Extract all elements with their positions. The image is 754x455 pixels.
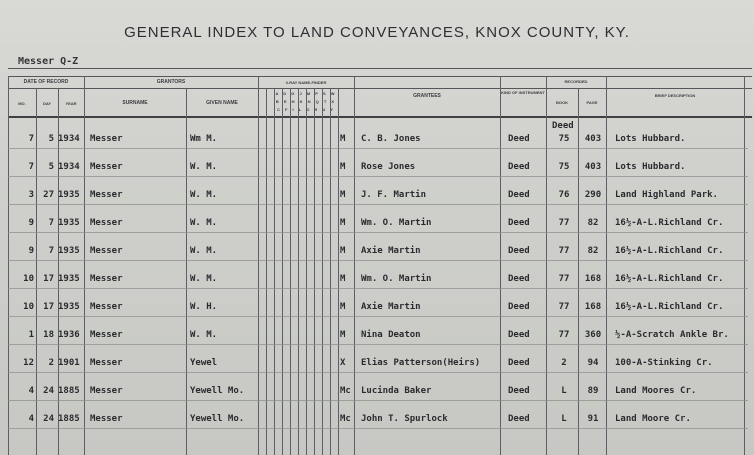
year-cell: 1885 <box>58 386 80 396</box>
description-cell: Land Moore Cr. <box>615 414 691 424</box>
name-finder-mark: Mc <box>340 386 351 396</box>
book-cell: 77 <box>558 302 570 312</box>
row-divider <box>8 204 748 205</box>
month-cell: 3 <box>28 190 34 200</box>
name-finder-mark: M <box>340 302 346 312</box>
instrument-cell: Deed <box>508 414 530 424</box>
page-cell: 82 <box>587 246 599 256</box>
instrument-cell: Deed <box>508 386 530 396</box>
col-line <box>606 76 607 455</box>
grantee-cell: Wm. O. Martin <box>361 274 432 284</box>
name-finder-mark: M <box>340 134 346 144</box>
row-divider <box>8 428 748 429</box>
surname-header: SURNAME <box>122 100 148 106</box>
description-cell: Land Highland Park. <box>615 190 718 200</box>
description-cell: Lots Hubbard. <box>615 162 686 172</box>
header-rule-3 <box>8 88 752 89</box>
grantee-cell: J. F. Martin <box>361 190 427 200</box>
col-line <box>258 76 259 455</box>
year-cell: 1934 <box>58 162 80 172</box>
day-cell: 17 <box>43 302 54 312</box>
page-cell: 168 <box>584 274 602 284</box>
given-name-cell: Yewell Mo. <box>190 386 245 396</box>
header-top-rule <box>8 68 752 69</box>
row-divider <box>8 232 748 233</box>
year-header: YEAR <box>65 101 77 106</box>
given-name-cell: W. M. <box>190 218 218 228</box>
grantee-cell: Axie Martin <box>361 302 421 312</box>
given-name-cell: W. M. <box>190 190 218 200</box>
day-cell: 18 <box>43 330 54 340</box>
given-name-cell: Yewell Mo. <box>190 414 245 424</box>
book-cell: 2 <box>561 358 567 368</box>
year-cell: 1935 <box>58 190 80 200</box>
row-divider <box>8 372 748 373</box>
month-cell: 10 <box>23 274 34 284</box>
page-title: GENERAL INDEX TO LAND CONVEYANCES, KNOX COUNTY, KY. <box>124 24 630 41</box>
grantee-cell: Nina Deaton <box>361 330 421 340</box>
name-finder-mark: X <box>340 358 346 368</box>
day-cell: 17 <box>43 274 54 284</box>
description-cell: 16½-A-L.Richland Cr. <box>615 274 724 284</box>
given-name-cell: W. H. <box>190 302 218 312</box>
day-cell: 5 <box>48 134 54 144</box>
grantees-header: GRANTEES <box>413 93 441 99</box>
description-cell: Lots Hubbard. <box>615 134 686 144</box>
page-cell: 94 <box>587 358 599 368</box>
name-finder-mark: M <box>340 190 346 200</box>
instrument-cell: Deed <box>508 358 530 368</box>
month-cell: 7 <box>28 162 34 172</box>
row-divider <box>8 316 748 317</box>
day-cell: 7 <box>48 246 54 256</box>
name-finder-mark: M <box>340 330 346 340</box>
grantee-cell: John T. Spurlock <box>361 414 448 424</box>
row-divider <box>8 288 748 289</box>
year-cell: 1934 <box>58 134 80 144</box>
instrument-cell: Deed <box>508 218 530 228</box>
description-cell: ½-A-Scratch Ankle Br. <box>615 330 729 340</box>
month-cell: 10 <box>23 302 34 312</box>
surname-cell: Messer <box>90 358 123 368</box>
given-name-cell: Wm M. <box>190 134 218 144</box>
description-cell: 16½-A-L.Richland Cr. <box>615 218 724 228</box>
col-line <box>84 76 85 455</box>
given-name-cell: Yewel <box>190 358 218 368</box>
year-cell: 1935 <box>58 246 80 256</box>
name-finder-row-1: A D G J M P S W <box>275 91 337 96</box>
instrument-cell: Deed <box>508 330 530 340</box>
book-cell: 76 <box>558 190 570 200</box>
row-divider <box>8 176 748 177</box>
brief-description-header: BRIEF DESCRIPTION <box>654 93 696 98</box>
surname-cell: Messer <box>90 246 123 256</box>
page-cell: 290 <box>584 190 602 200</box>
day-cell: 7 <box>48 218 54 228</box>
name-finder-mark: Mc <box>340 414 351 424</box>
month-cell: 7 <box>28 134 34 144</box>
page-cell: 403 <box>584 162 602 172</box>
surname-cell: Messer <box>90 330 123 340</box>
index-subset-label: Messer Q-Z <box>18 56 79 67</box>
grantee-cell: Axie Martin <box>361 246 421 256</box>
page-cell: 403 <box>584 134 602 144</box>
page-header: PAGE <box>586 100 598 105</box>
book-cell: L <box>561 386 567 396</box>
description-cell: Land Moores Cr. <box>615 386 697 396</box>
book-cell: 77 <box>558 218 570 228</box>
page-cell: 91 <box>587 414 599 424</box>
surname-cell: Messer <box>90 302 123 312</box>
row-divider <box>8 344 748 345</box>
surname-cell: Messer <box>90 386 123 396</box>
grantee-cell: Lucinda Baker <box>361 386 432 396</box>
book-cell: 77 <box>558 274 570 284</box>
year-cell: 1885 <box>58 414 80 424</box>
col-line <box>8 76 9 455</box>
surname-cell: Messer <box>90 162 123 172</box>
page-cell: 360 <box>584 330 602 340</box>
grantee-cell: Elias Patterson(Heirs) <box>361 358 481 368</box>
surname-cell: Messer <box>90 190 123 200</box>
given-name-cell: W. M. <box>190 330 218 340</box>
row-divider <box>8 148 748 149</box>
name-finder-mark: M <box>340 218 346 228</box>
recorded-header: RECORDED <box>564 79 588 84</box>
month-cell: 1 <box>28 330 34 340</box>
given-name-cell: W. M. <box>190 246 218 256</box>
row-divider <box>8 260 748 261</box>
month-cell: 4 <box>28 414 34 424</box>
page-cell: 89 <box>587 386 599 396</box>
book-header: BOOK <box>556 100 568 105</box>
book-note: Deed <box>552 121 574 131</box>
day-header: DAY <box>42 101 52 106</box>
grantee-cell: C. B. Jones <box>361 134 421 144</box>
grantors-header: GRANTORS <box>156 79 186 85</box>
row-divider <box>8 400 748 401</box>
month-cell: 12 <box>23 358 34 368</box>
year-cell: 1935 <box>58 218 80 228</box>
day-cell: 27 <box>43 190 54 200</box>
instrument-cell: Deed <box>508 246 530 256</box>
surname-cell: Messer <box>90 414 123 424</box>
page-cell: 168 <box>584 302 602 312</box>
book-cell: 75 <box>558 162 570 172</box>
page-cell: 82 <box>587 218 599 228</box>
surname-cell: Messer <box>90 218 123 228</box>
date-of-record-header: DATE OF RECORD <box>23 79 69 85</box>
instrument-cell: Deed <box>508 274 530 284</box>
surname-cell: Messer <box>90 274 123 284</box>
col-line <box>744 76 745 455</box>
day-cell: 5 <box>48 162 54 172</box>
year-cell: 1936 <box>58 330 80 340</box>
header-bottom-rule <box>8 116 752 118</box>
instrument-cell: Deed <box>508 134 530 144</box>
instrument-cell: Deed <box>508 190 530 200</box>
day-cell: 2 <box>48 358 54 368</box>
name-finder-mark: M <box>340 246 346 256</box>
description-cell: 16½-A-L.Richland Cr. <box>615 302 724 312</box>
description-cell: 100-A-Stinking Cr. <box>615 358 713 368</box>
kind-of-instrument-header: KIND OF INSTRUMENT <box>501 90 545 95</box>
month-header: MO. <box>18 101 26 106</box>
name-finder-header: 3-RAY NAME-FINDER <box>285 80 327 85</box>
book-cell: 75 <box>558 134 570 144</box>
grantee-cell: Rose Jones <box>361 162 416 172</box>
day-cell: 24 <box>43 414 54 424</box>
header-rule-2 <box>8 76 752 77</box>
given-name-cell: W. M. <box>190 274 218 284</box>
name-finder-row-2: B E H K N Q T X <box>275 99 337 104</box>
grantee-cell: Wm. O. Martin <box>361 218 432 228</box>
col-line <box>546 76 547 455</box>
book-cell: 77 <box>558 246 570 256</box>
month-cell: 9 <box>28 218 34 228</box>
instrument-cell: Deed <box>508 162 530 172</box>
description-cell: 16½-A-L.Richland Cr. <box>615 246 724 256</box>
surname-cell: Messer <box>90 134 123 144</box>
given-name-cell: W. M. <box>190 162 218 172</box>
col-line <box>500 76 501 455</box>
col-line <box>354 76 355 455</box>
year-cell: 1901 <box>58 358 80 368</box>
instrument-cell: Deed <box>508 302 530 312</box>
book-cell: 77 <box>558 330 570 340</box>
year-cell: 1935 <box>58 302 80 312</box>
name-finder-mark: M <box>340 162 346 172</box>
name-finder-mark: M <box>340 274 346 284</box>
month-cell: 9 <box>28 246 34 256</box>
given-name-header: GIVEN NAME <box>206 100 238 106</box>
year-cell: 1935 <box>58 274 80 284</box>
name-finder-row-3: C F I L O R U Y <box>276 107 336 112</box>
day-cell: 24 <box>43 386 54 396</box>
month-cell: 4 <box>28 386 34 396</box>
book-cell: L <box>561 414 567 424</box>
